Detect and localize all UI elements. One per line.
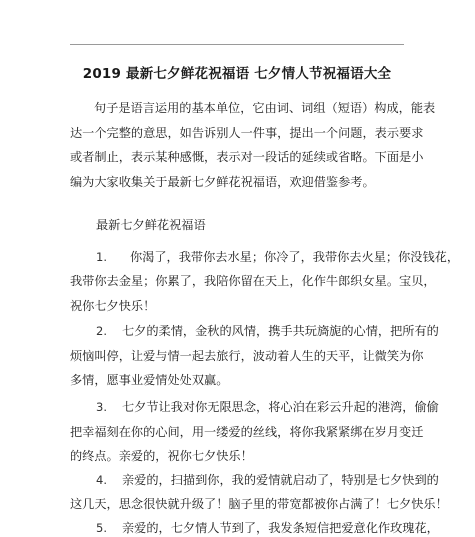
list-item-line: 这几天，思念很快就升级了！脑子里的带宽都被你占满了！七夕快乐！ (70, 497, 448, 511)
list-item-first-line (70, 398, 439, 415)
item-text: 你渴了，我带你去水星；你冷了，我带你去火星；你没钱花， (130, 250, 460, 264)
intro-paragraph (70, 96, 436, 194)
item-number: 2. (96, 324, 107, 338)
intro-line: 编为大家收集关于最新七夕鲜花祝福语，欢迎借鉴参考。 (70, 174, 375, 189)
list-item-line: 我带你去金星；你累了，我陪你留在天上，化作牛郎织女星。宝贝， (70, 274, 436, 288)
document-title: 2019 最新七夕鲜花祝福语 七夕情人节祝福语大全 (82, 66, 392, 82)
item-number: 4. (96, 473, 107, 487)
list-item-line: 多情，愿事业爱情处处双赢。 (70, 373, 229, 387)
list-item-line: 烦恼叫停，让爱与情一起去旅行，波动着人生的天平，让微笑为你 (70, 349, 424, 363)
list-item-line: 的终点。亲爱的，祝你七夕快乐！ (70, 449, 253, 463)
item-text: 七夕节让我对你无限思念，将心泊在彩云升起的港湾，偷偷 (122, 400, 439, 414)
intro-line: 或者制止，表示某种感慨，表示对一段话的延续或省略。下面是小 (70, 150, 424, 164)
list-item-first-line (70, 471, 439, 488)
intro-line: 达一个完整的意思，如告诉别人一件事，提出一个问题，表示要求 (70, 125, 424, 140)
item-number: 1. (96, 250, 107, 264)
list-item-first-line (70, 519, 439, 536)
item-text: 亲爱的，七夕情人节到了，我发条短信把爱意化作玫瑰花， (122, 521, 439, 535)
list-item-first-line (70, 248, 459, 265)
list-item-line: 把幸福刻在你的心间，用一缕爱的丝线，将你我紧紧绑在岁月变迁 (70, 425, 424, 439)
item-text: 七夕的柔情，金秋的风情，携手共玩旖旎的心情，把所有的 (122, 324, 439, 338)
list-item-line: 祝你七夕快乐！ (70, 299, 156, 313)
item-text: 亲爱的，扫描到你，我的爱情就启动了，特别是七夕快到的 (122, 473, 439, 487)
item-number: 3. (96, 400, 107, 414)
item-number: 5. (96, 521, 107, 535)
intro-line: 句子是语言运用的基本单位，它由词、词组（短语）构成，能表 (94, 101, 436, 115)
header-rule (70, 44, 404, 45)
section-heading: 最新七夕鲜花祝福语 (96, 218, 206, 232)
list-item-first-line (70, 322, 439, 339)
